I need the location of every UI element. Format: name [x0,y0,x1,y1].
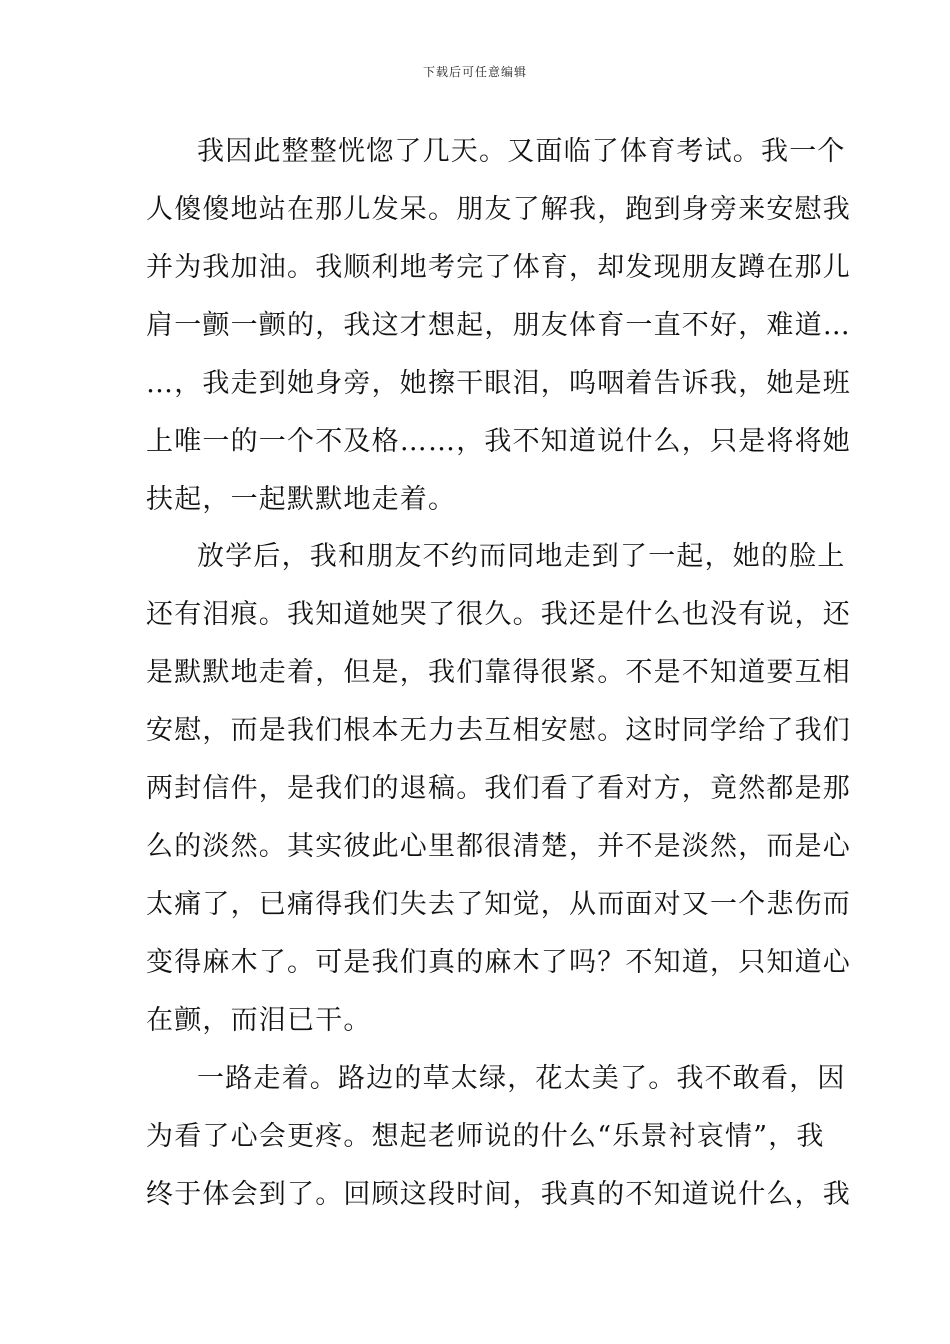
paragraph-2-line-3: 是默默地走着，但是，我们靠得很紧。不是不知道要互相 [146,657,851,688]
paragraph-1-line-2: 人傻傻地站在那儿发呆。朋友了解我，跑到身旁来安慰我 [146,194,851,225]
paragraph-3-line-3: 终于体会到了。回顾这段时间，我真的不知道说什么，我 [146,1179,851,1210]
paragraph-1-line-3: 并为我加油。我顺利地考完了体育，却发现朋友蹲在那儿 [146,252,851,283]
paragraph-3-line-1: 一路走着。路边的草太绿，花太美了。我不敢看，因 [197,1063,846,1094]
paragraph-2-line-4: 安慰，而是我们根本无力去互相安慰。这时同学给了我们 [146,715,851,746]
paragraph-1-line-4: 肩一颤一颤的，我这才想起，朋友体育一直不好，难道… [146,310,851,341]
paragraph-1-line-1: 我因此整整恍惚了几天。又面临了体育考试。我一个 [197,136,846,167]
paragraph-2-line-7: 太痛了，已痛得我们失去了知觉，从而面对又一个悲伤而 [146,889,851,920]
paragraph-2-line-8: 变得麻木了。可是我们真的麻木了吗？不知道，只知道心 [146,947,851,978]
paragraph-2-line-2: 还有泪痕。我知道她哭了很久。我还是什么也没有说，还 [146,599,851,630]
paragraph-2-line-1: 放学后，我和朋友不约而同地走到了一起，她的脸上 [197,541,846,572]
page-header: 下载后可任意编辑 [422,65,527,79]
paragraph-2-line-5: 两封信件，是我们的退稿。我们看了看对方，竟然都是那 [146,773,851,804]
paragraph-3-line-2: 为看了心会更疼。想起老师说的什么“乐景衬哀情”，我 [146,1121,825,1152]
paragraph-1-line-5: …，我走到她身旁，她擦干眼泪，呜咽着告诉我，她是班 [146,368,851,399]
paragraph-1-line-7: 扶起，一起默默地走着。 [146,484,457,515]
paragraph-2-line-6: 么的淡然。其实彼此心里都很清楚，并不是淡然，而是心 [146,831,851,862]
paragraph-2-line-9: 在颤，而泪已干。 [146,1005,372,1036]
paragraph-1-line-6: 上唯一的一个不及格……，我不知道说什么，只是将将她 [146,426,851,457]
